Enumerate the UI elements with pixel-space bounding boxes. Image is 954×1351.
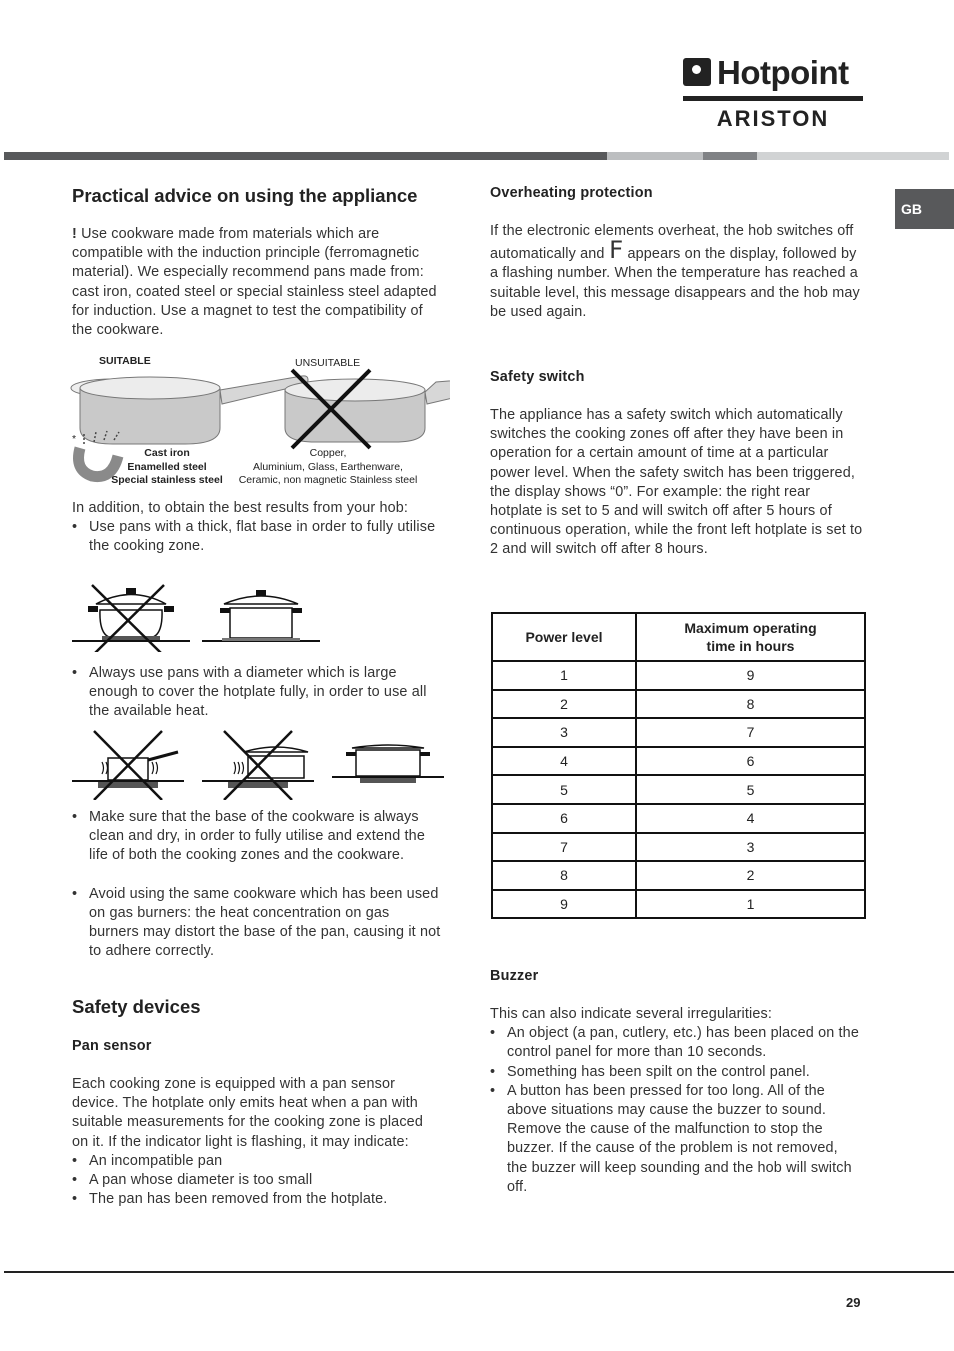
cross-icon xyxy=(94,731,162,800)
table-cell: 9 xyxy=(636,661,865,690)
page-number: 29 xyxy=(846,1295,861,1310)
material-item: Special stainless steel xyxy=(111,474,223,486)
header-line: Maximum operating xyxy=(684,620,817,636)
table-row xyxy=(492,690,865,719)
table-header-cell xyxy=(636,613,865,661)
table-cell: 9 xyxy=(492,890,636,919)
table-row xyxy=(492,775,865,804)
warning-mark: ! xyxy=(72,226,77,242)
table-row xyxy=(492,833,865,862)
table-cell: 5 xyxy=(636,775,865,804)
table-cell: 3 xyxy=(636,833,865,862)
footer-divider xyxy=(4,1271,954,1273)
material-item: Copper, xyxy=(309,447,347,459)
suitable-pan-illustration xyxy=(71,376,308,444)
advice-block-2 xyxy=(72,664,442,722)
unsuitable-label: UNSUITABLE xyxy=(295,357,361,369)
material-item: Aluminium, Glass, Earthenware, xyxy=(253,460,403,473)
pan-base-figure xyxy=(72,580,332,652)
power-level-table xyxy=(491,612,866,919)
table-row xyxy=(492,861,865,890)
section-title: Practical advice on using the appliance xyxy=(72,185,418,206)
brand-logo-icon xyxy=(683,58,711,86)
display-f-symbol: F xyxy=(608,236,624,265)
intro-paragraph xyxy=(72,225,440,340)
table-cell: 3 xyxy=(492,718,636,747)
overheating-text-b: appears on the display, followed by a flashing number. When the temperature has reached a suitable level, this message disappears and the hob may be used again. xyxy=(490,246,860,320)
material-item: Cast iron xyxy=(144,447,190,459)
pan-sensor-block xyxy=(72,1075,442,1209)
advice-bullet: • Avoid using the same cookware which has been used on gas burners: the heat concentration on gas burners may distort the base of the pan, causing it not to adhere correctly. xyxy=(72,885,442,962)
table-row xyxy=(492,890,865,919)
header-bar-segment xyxy=(607,152,703,160)
overheating-text-a: If the electronic elements overheat, the hob switches off automatically and xyxy=(490,223,854,263)
list-item: • An incompatible pan xyxy=(72,1152,442,1171)
language-tab: GB xyxy=(895,189,954,229)
table-cell: 1 xyxy=(636,890,865,919)
table-cell: 2 xyxy=(636,861,865,890)
suitable-materials xyxy=(105,447,229,488)
pan-diameter-figure xyxy=(72,728,447,800)
table-cell: 7 xyxy=(492,833,636,862)
table-cell: 7 xyxy=(636,718,865,747)
header-bar-segment xyxy=(757,152,949,160)
table-cell: 5 xyxy=(492,775,636,804)
pan-sensor-title: Pan sensor xyxy=(72,1038,152,1054)
table-cell: 4 xyxy=(492,747,636,776)
table-cell: 6 xyxy=(492,804,636,833)
safety-devices-title: Safety devices xyxy=(72,996,201,1017)
advice-intro: In addition, to obtain the best results from your hob: xyxy=(72,500,409,516)
intro-text: Use cookware made from materials which are compatible with the induction principle (ferromagnetic material). We especially recommend pans made from: cast iron, coated steel or special stainless steel adapted for induction. Use a magnet to test the compatibility of the cookware. xyxy=(72,226,437,339)
list-item: • The pan has been removed from the hotplate. xyxy=(72,1190,442,1209)
advice-bullet: • Make sure that the base of the cookware is always clean and dry, in order to fully utilise and extend the life of both the cooking zones and the cookware. xyxy=(72,808,442,866)
table-row xyxy=(492,804,865,833)
header-bar-segment xyxy=(4,152,607,160)
table-cell: 1 xyxy=(492,661,636,690)
header-line: time in hours xyxy=(706,638,795,654)
table-cell: 8 xyxy=(492,861,636,890)
table-row xyxy=(492,661,865,690)
asterisk-note: * xyxy=(72,433,77,445)
brand-divider xyxy=(683,96,863,101)
material-item: Ceramic, non magnetic Stainless steel xyxy=(238,474,418,486)
safety-switch-text: The appliance has a safety switch which automatically switches the cooking zones off after they have been in operation for a certain amount of time at a particular power level. When the safety switch has been triggered, the display shows “0”. For example: the right rear hotplate is set to 5 and will switch off after 5 hours of continuous operation, while the front left hotplate is set to 2 and will switch off after 8 hours. xyxy=(490,407,863,558)
small-pot-illustration xyxy=(202,747,314,788)
table-cell: 6 xyxy=(636,747,865,776)
table-row xyxy=(492,718,865,747)
table-header-row xyxy=(492,613,865,661)
good-pan-illustration xyxy=(202,590,320,642)
good-pot-illustration xyxy=(332,745,444,783)
buzzer-text: This can also indicate several irregularities: xyxy=(490,1006,773,1022)
list-item: • A button has been pressed for too long. All of the above situations may cause the buzzer to sound. Remove the cause of the malfunction to stop the buzzer. If the cause of the problem is not removed, the buzzer will keep sounding and the hob will switch off. xyxy=(490,1082,862,1197)
list-item: • A pan whose diameter is too small xyxy=(72,1171,442,1190)
overheating-title: Overheating protection xyxy=(490,185,653,201)
unsuitable-materials xyxy=(232,447,424,488)
buzzer-title: Buzzer xyxy=(490,968,539,984)
pan-sensor-text: Each cooking zone is equipped with a pan sensor device. The hotplate only emits heat when a pan with suitable measurements for the cooking zone is placed on it. If the indicator light is flashing, it may indicate: xyxy=(72,1076,423,1150)
advice-block-1 xyxy=(72,499,442,557)
advice-block-3 xyxy=(72,808,442,961)
safety-switch-title: Safety switch xyxy=(490,369,585,385)
bad-pan-illustration xyxy=(72,588,190,642)
table-row xyxy=(492,747,865,776)
header-bar-segment xyxy=(703,152,757,160)
brand-subtitle: ARISTON xyxy=(716,106,830,131)
table-cell: 4 xyxy=(636,804,865,833)
material-item: Enamelled steel xyxy=(127,460,207,473)
advice-bullet: • Always use pans with a diameter which is large enough to cover the hotplate fully, in order to use all the available heat. xyxy=(72,664,442,722)
small-pan-illustration xyxy=(72,752,184,788)
list-item: • An object (a pan, cutlery, etc.) has been placed on the control panel for more than 10 seconds. xyxy=(490,1024,862,1062)
buzzer-block xyxy=(490,1005,862,1197)
table-cell: 8 xyxy=(636,690,865,719)
brand-wordmark: Hotpoint xyxy=(717,54,849,91)
list-item: • Something has been spilt on the control panel. xyxy=(490,1063,862,1082)
table-header-cell: Power level xyxy=(492,613,636,661)
overheating-text xyxy=(490,222,864,322)
advice-bullet: • Use pans with a thick, flat base in order to fully utilise the cooking zone. xyxy=(72,518,442,556)
table-cell: 2 xyxy=(492,690,636,719)
suitable-label: SUITABLE xyxy=(99,355,151,367)
